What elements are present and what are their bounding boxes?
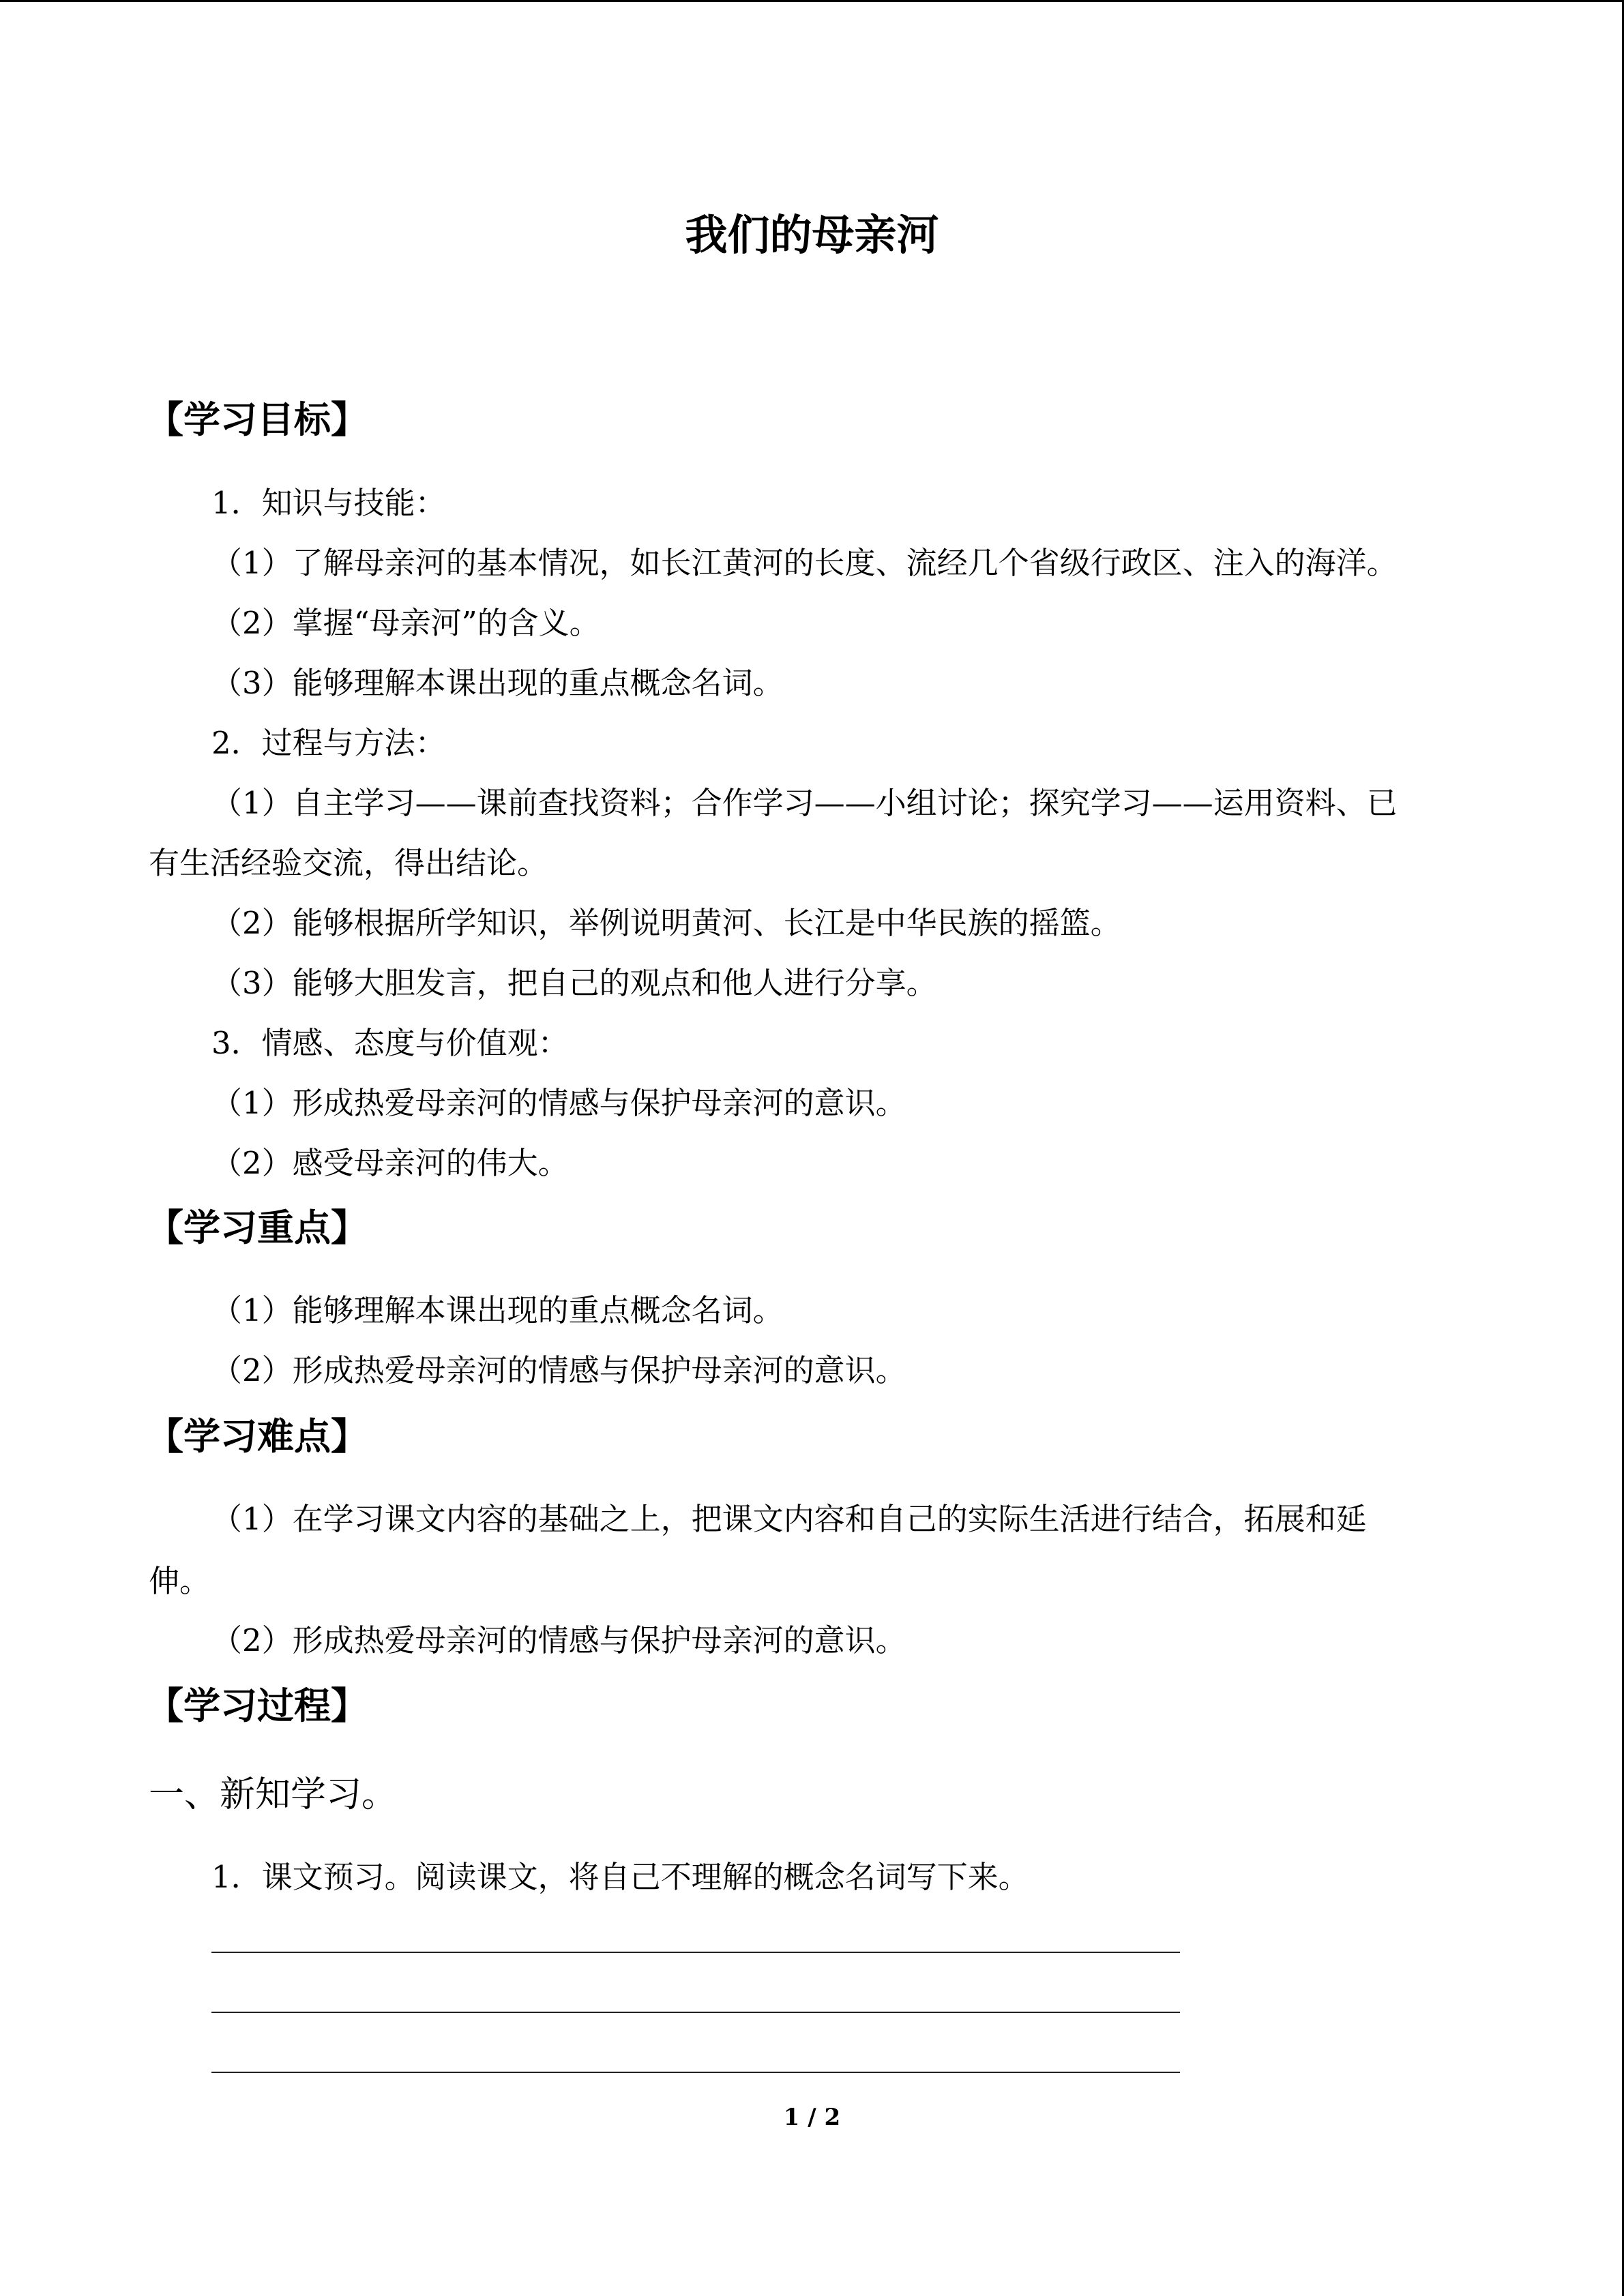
key-points-heading: 【学习重点】 — [147, 1206, 368, 1249]
page-number: 1 / 2 — [783, 2104, 841, 2131]
answer-line — [211, 1952, 1180, 1953]
key-points-line: （1）能够理解本课出现的重点概念名词。 — [211, 1292, 784, 1328]
page-border-top — [0, 0, 1624, 2]
key-points-line: （2）形成热爱母亲河的情感与保护母亲河的意识。 — [211, 1352, 906, 1388]
process-subtitle: 一、新知学习。 — [149, 1774, 398, 1815]
goals-line: （2）掌握“母亲河”的含义。 — [211, 605, 600, 641]
goals-line: （1）形成热爱母亲河的情感与保护母亲河的意识。 — [211, 1085, 906, 1121]
goals-line: 3．情感、态度与价值观： — [211, 1025, 569, 1061]
goals-line: （1）自主学习——课前查找资料；合作学习——小组讨论；探究学习——运用资料、已 — [211, 785, 1398, 821]
difficulties-line: 伸。 — [149, 1563, 211, 1599]
answer-line — [211, 2072, 1180, 2073]
goals-line: 有生活经验交流，得出结论。 — [149, 845, 548, 881]
process-line: 1．课文预习。阅读课文，将自己不理解的概念名词写下来。 — [211, 1859, 1029, 1895]
goals-line: 2．过程与方法： — [211, 725, 446, 761]
goals-line: （1）了解母亲河的基本情况，如长江黄河的长度、流经几个省级行政区、注入的海洋。 — [211, 545, 1398, 581]
goals-line: （3）能够理解本课出现的重点概念名词。 — [211, 665, 784, 701]
difficulties-line: （2）形成热爱母亲河的情感与保护母亲河的意识。 — [211, 1622, 906, 1658]
goals-line: （2）能够根据所学知识，举例说明黄河、长江是中华民族的摇篮。 — [211, 905, 1121, 941]
goals-line: 1．知识与技能： — [211, 485, 446, 521]
process-heading: 【学习过程】 — [147, 1684, 368, 1727]
goals-line: （2）感受母亲河的伟大。 — [211, 1145, 569, 1181]
page-title: 我们的母亲河 — [685, 210, 939, 260]
difficulties-heading: 【学习难点】 — [147, 1414, 368, 1458]
goals-heading: 【学习目标】 — [147, 398, 368, 441]
answer-line — [211, 2012, 1180, 2013]
goals-line: （3）能够大胆发言，把自己的观点和他人进行分享。 — [211, 965, 937, 1001]
difficulties-line: （1）在学习课文内容的基础之上，把课文内容和自己的实际生活进行结合，拓展和延 — [211, 1501, 1367, 1537]
